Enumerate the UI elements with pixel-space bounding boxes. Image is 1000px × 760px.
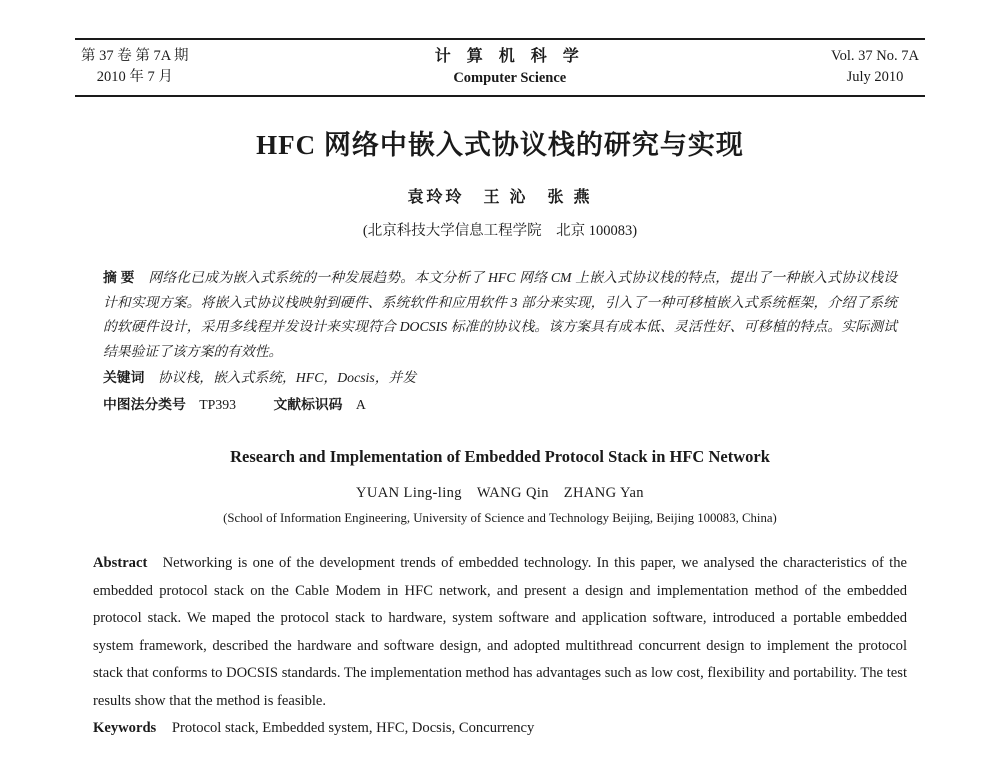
abstract-english <box>93 550 907 715</box>
abstract-label-english: Abstract <box>93 555 148 572</box>
journal-header <box>75 38 925 97</box>
abstract-chinese <box>103 266 897 364</box>
journal-name-chinese: 计 算 机 科 学 <box>434 48 585 65</box>
authors-chinese: 袁玲玲 王 沁 张 燕 <box>407 189 593 207</box>
doccode-value: A <box>355 396 366 412</box>
keywords-text-english: Protocol stack, Embedded system, HFC, Docsis, Concurrency <box>171 720 535 737</box>
clc-value: TP393 <box>199 396 237 412</box>
abstract-text-english: Networking is one of the development trends of embedded technology. In this paper, we analysed the characteristics of the embedded protocol stack on the Cable Modem in HFC network, and present a design and implementation method of the embedded protocol stack. We maped the protocol stack to hardware, system software and application software, introduced a portable embedded system framework, described the hardware and software design, and adopted multithread concurrent design to implement the protocol stack that conforms to DOCSIS standards. The implementation method has advantages such as low cost, flexibility and portability. The test results show that the method is feasible. <box>93 555 908 709</box>
paper-title-english: Research and Implementation of Embedded Protocol Stack in HFC Network <box>230 447 770 467</box>
abstract-text-chinese: 网络化已成为嵌入式系统的一种发展趋势。本文分析了 HFC 网络 CM 上嵌入式协议栈的特点，提出了一种嵌入式协议栈设计和实现方案。将嵌入式协议栈映射到硬件、系统软件和应用软件 3 部分来实现，引入了一种可移植嵌入式系统框架，介绍了系统的软硬件设计，采用多线程并发设计来实现符合 DOCSIS 标准的协议栈。该方案具有成本低、灵活性好、可移植的特点。实际测试结果验证了该方案的有效性。 <box>103 270 897 359</box>
keywords-label-english: Keywords <box>93 720 157 737</box>
authors-english: YUAN Ling-ling WANG Qin ZHANG Yan <box>356 485 644 502</box>
affiliation-chinese: (北京科技大学信息工程学院 北京 100083) <box>362 223 638 240</box>
keywords-text-chinese: 协议栈，嵌入式系统，HFC，Docsis，并发 <box>157 370 417 386</box>
volume-issue-line: 第 37 卷 第 7A 期 <box>81 48 189 65</box>
date-line: July 2010 <box>846 69 904 86</box>
journal-name-english: Computer Science <box>453 70 567 87</box>
issue-date-line: 2010 年 7 月 <box>96 69 173 86</box>
abstract-label-chinese: 摘 要 <box>103 270 135 286</box>
keywords-label-chinese: 关键词 <box>103 370 145 386</box>
doccode-label: 文献标识码 <box>273 396 343 412</box>
clc-label: 中图法分类号 <box>103 396 186 412</box>
volume-number-line: Vol. 37 No. 7A <box>831 48 919 65</box>
keywords-english <box>93 715 907 742</box>
journal-volume-issue <box>81 46 189 88</box>
journal-name <box>435 45 585 89</box>
journal-volume-english <box>831 46 919 88</box>
classification-line <box>103 393 897 418</box>
paper-title-chinese: HFC 网络中嵌入式协议栈的研究与实现 <box>256 130 744 161</box>
keywords-chinese <box>103 366 897 391</box>
affiliation-english: (School of Information Engineering, University of Science and Technology Beijing, Beijing 100083, China) <box>223 511 777 526</box>
